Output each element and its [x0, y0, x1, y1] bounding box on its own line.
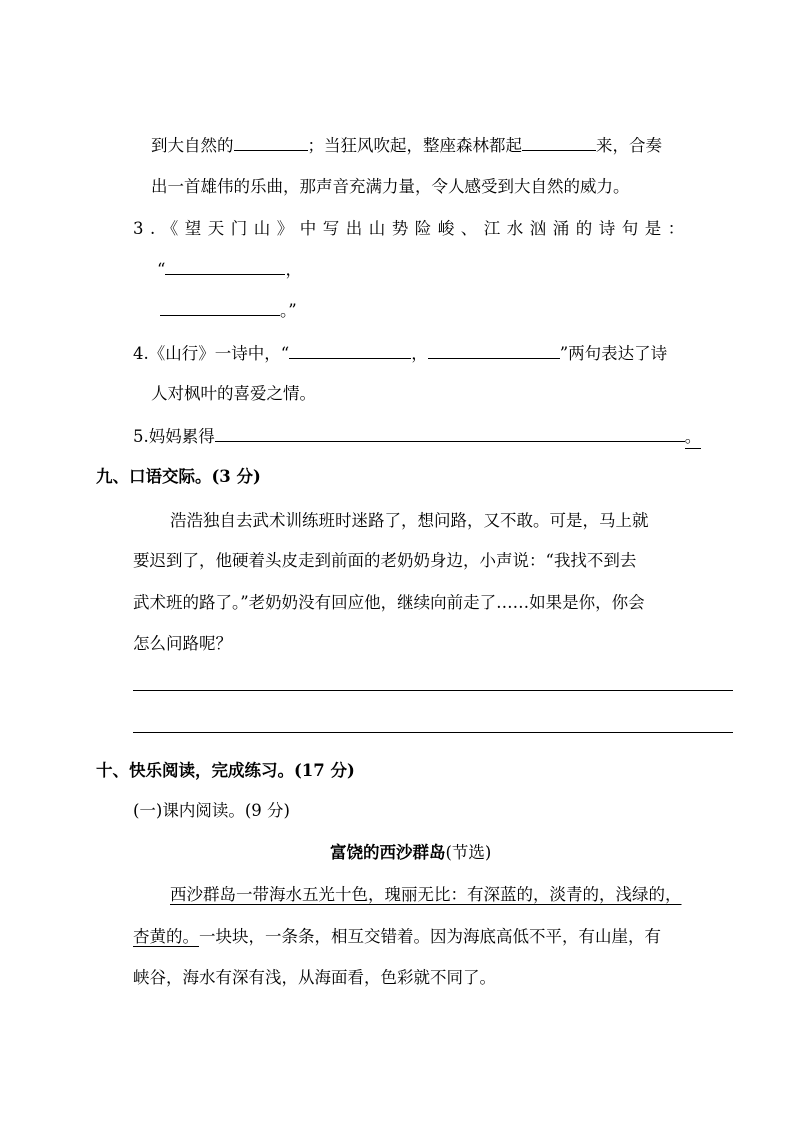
answer-blank[interactable]: [160, 299, 280, 316]
passage-line-2: [133, 926, 661, 948]
q9-paragraph-line-3: 武术班的路了。”老奶奶没有回应他，继续向前走了……如果是你，你会: [133, 593, 645, 612]
q8-line-1-text-b: ；当狂风吹起，整座森林都起: [307, 136, 522, 155]
q9-paragraph-line-1: 浩浩独自去武术训练班时迷路了，想问路，又不敢。可是，马上就: [170, 511, 649, 530]
q8-item-4: [133, 342, 667, 365]
underlined-sentence-end: 杏黄的。: [133, 927, 199, 946]
passage-title-text: 富饶的西沙群岛: [330, 843, 446, 862]
passage-title-note: (节选): [445, 843, 492, 862]
q8-item-3-answer-1: [157, 258, 302, 281]
q8-item-5: [133, 425, 701, 449]
answer-line-1[interactable]: [133, 690, 733, 691]
q8-item-4-line-2: 人对枫叶的喜爱之情。: [151, 384, 316, 403]
blank-field[interactable]: [234, 134, 308, 151]
q8-item-5-text: 5.妈妈累得: [133, 427, 215, 446]
answer-blank[interactable]: [428, 342, 560, 359]
passage-title: [330, 842, 491, 864]
answer-blank[interactable]: [289, 342, 411, 359]
q8-item-4-text-a: 4.《山行》一诗中，“: [133, 344, 290, 363]
q8-line-2: 出一首雄伟的乐曲，那声音充满力量，令人感受到大自然的威力。: [151, 177, 630, 196]
q9-paragraph-line-4: 怎么问路呢？: [133, 634, 232, 653]
quote-open: “: [157, 260, 166, 279]
section-9-heading: 九、口语交际。(3 分): [96, 467, 261, 486]
answer-blank[interactable]: [215, 425, 685, 442]
period: 。: [685, 426, 701, 449]
passage-line-3: 峡谷，海水有深有浅，从海面看，色彩就不同了。: [133, 968, 496, 987]
answer-blank[interactable]: [165, 258, 285, 275]
q8-item-3-answer-2: [160, 299, 297, 322]
quote-close: 。”: [280, 301, 297, 320]
q8-line-1: [151, 134, 662, 157]
q8-line-1-text-c: 来，合奏: [596, 136, 662, 155]
comma: ，: [411, 344, 428, 363]
answer-line-2[interactable]: [133, 732, 733, 733]
q9-paragraph-line-2: 要迟到了，他硬着头皮走到前面的老奶奶身边，小声说：“我找不到去: [133, 551, 637, 570]
section-10-heading: 十、快乐阅读，完成练习。(17 分): [96, 761, 355, 780]
q8-item-4-text-b: ”两句表达了诗: [559, 344, 668, 363]
passage-line-2-rest: 一块块，一条条，相互交错着。因为海底高低不平，有山崖，有: [199, 927, 661, 946]
q10-subsection-1: (一)课内阅读。(9 分): [133, 801, 290, 820]
q8-line-1-text-a: 到大自然的: [151, 136, 234, 155]
passage-line-1: [170, 884, 682, 906]
comma: ，: [285, 260, 302, 279]
blank-field[interactable]: [522, 134, 596, 151]
q8-item-3: 3.《望天门山》中写出山势险峻、江水汹涌的诗句是：: [133, 219, 691, 238]
underlined-sentence: 西沙群岛一带海水五光十色，瑰丽无比：有深蓝的，淡青的，浅绿的，: [170, 885, 682, 904]
